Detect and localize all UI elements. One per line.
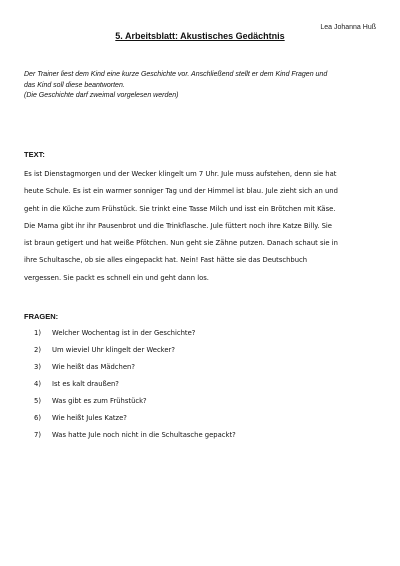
question-text: Ist es kalt draußen? [52, 380, 119, 388]
question-text: Was gibt es zum Frühstück? [52, 397, 147, 405]
question-list [34, 325, 236, 444]
question-number: 1) [34, 329, 41, 337]
instructions [24, 70, 380, 102]
questions-section-label: FRAGEN: [24, 312, 59, 321]
question-text: Wie heißt Jules Katze? [52, 414, 127, 422]
story-line: Die Mama gibt ihr ihr Pausenbrot und die Trinkflasche. Jule füttert noch ihre Katze Billy. Sie [24, 221, 332, 230]
story-text [24, 166, 380, 287]
question-number: 6) [34, 414, 41, 422]
story-line: geht in die Küche zum Frühstück. Sie trinkt eine Tasse Milch und isst ein Brötchen mit Käse. [24, 204, 336, 213]
story-line: ihre Schultasche, ob sie alles eingepackt hat. Nein! Fast hätte sie das Deutschbuch [24, 256, 308, 265]
instruction-line: Der Trainer liest dem Kind eine kurze Geschichte vor. Anschließend stellt er dem Kind Fragen und [24, 71, 328, 78]
question-item [34, 410, 236, 427]
question-number: 3) [34, 363, 41, 371]
story-line: ist braun getigert und hat weiße Pfötchen. Nun geht sie Zähne putzen. Danach schaut sie in [24, 239, 338, 248]
story-line: vergessen. Sie packt es schnell ein und geht dann los. [24, 273, 209, 282]
question-number: 2) [34, 346, 41, 354]
question-item [34, 427, 236, 444]
question-item [34, 325, 236, 342]
instruction-line: das Kind soll diese beantworten. [24, 81, 125, 89]
question-text: Welcher Wochentag ist in der Geschichte? [52, 329, 196, 337]
question-item [34, 393, 236, 410]
question-number: 5) [34, 397, 41, 405]
text-section-label: TEXT: [24, 150, 45, 159]
question-number: 7) [34, 431, 41, 439]
question-item [34, 359, 236, 376]
worksheet-title: 5. Arbeitsblatt: Akustisches Gedächtnis [115, 31, 285, 41]
story-line: heute Schule. Es ist ein warmer sonniger Tag und der Himmel ist blau. Jule zieht sich an und [24, 187, 338, 196]
question-item [34, 342, 236, 359]
question-text: Was hatte Jule noch nicht in die Schultasche gepackt? [52, 431, 236, 439]
instruction-line: (Die Geschichte darf zweimal vorgelesen werden) [24, 92, 179, 99]
question-text: Wie heißt das Mädchen? [52, 363, 135, 371]
question-item [34, 376, 236, 393]
question-text: Um wieviel Uhr klingelt der Wecker? [52, 346, 175, 354]
author-name: Lea Johanna Huß [320, 24, 376, 31]
question-number: 4) [34, 380, 41, 388]
story-line: Es ist Dienstagmorgen und der Wecker klingelt um 7 Uhr. Jule muss aufstehen, denn sie hat [24, 170, 337, 178]
